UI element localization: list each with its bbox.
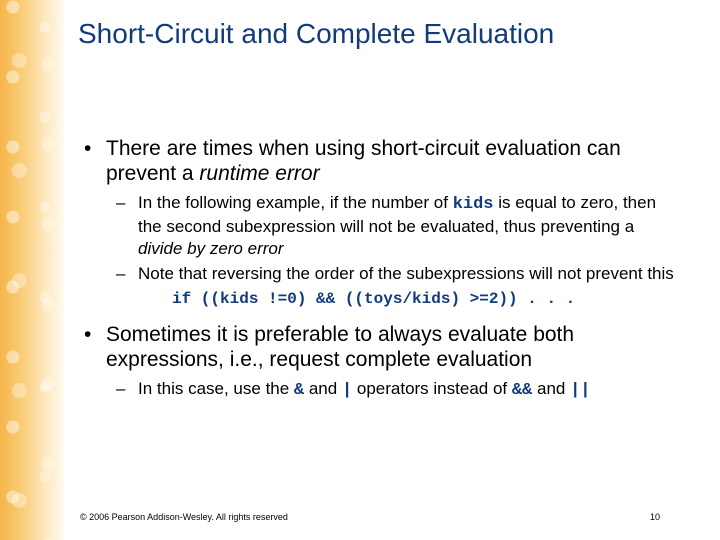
bullet-1-emphasis: runtime error	[199, 162, 320, 185]
page-number: 10	[649, 512, 660, 522]
bullet-1	[78, 136, 678, 186]
bullet-2-text: Sometimes it is preferable to always evaluate both expressions, i.e., request complete evaluation	[106, 323, 575, 371]
code-amp: &	[293, 381, 305, 400]
sub-bullet-3-mid2: operators instead of	[352, 379, 512, 398]
slide-content	[78, 136, 678, 405]
slide-title: Short-Circuit and Complete Evaluation	[78, 18, 555, 49]
footer-copyright: © 2006 Pearson Addison-Wesley. All rights reserved	[80, 512, 288, 522]
bullet-2	[78, 322, 678, 372]
bullet-1-text: There are times when using short-circuit evaluation can prevent a	[106, 137, 621, 185]
code-and-and: &&	[511, 381, 533, 400]
code-pipe: |	[341, 381, 353, 400]
sub-bullet-1-pre: In the following example, if the number of	[138, 193, 453, 212]
sub-bullet-3-mid3: and	[532, 379, 571, 398]
sub-bullet-3	[116, 378, 678, 402]
dash-icon: –	[116, 193, 126, 212]
bullet-dot-icon: •	[84, 323, 92, 346]
dash-icon: –	[116, 379, 126, 398]
code-example: if ((kids !=0) && ((toys/kids) >=2)) . . .	[172, 290, 576, 308]
sub-bullet-1-mid: is equal to zero, then the second subexpression will not be evaluated, thus preventing a	[138, 193, 657, 236]
decorative-side-band	[0, 0, 64, 540]
sub-bullet-2-text: Note that reversing the order of the subexpressions will not prevent this	[138, 264, 674, 283]
sub-bullet-3-pre: In this case, use the	[138, 379, 294, 398]
dash-icon: –	[116, 264, 126, 283]
sub-bullet-2	[116, 263, 678, 285]
sub-bullet-1-emphasis: divide by zero error	[138, 239, 284, 258]
code-or-or: ||	[570, 381, 591, 400]
code-kids: kids	[452, 195, 494, 214]
sub-bullet-3-mid1: and	[304, 379, 342, 398]
bullet-dot-icon: •	[84, 137, 92, 160]
sub-bullet-1	[116, 192, 678, 260]
